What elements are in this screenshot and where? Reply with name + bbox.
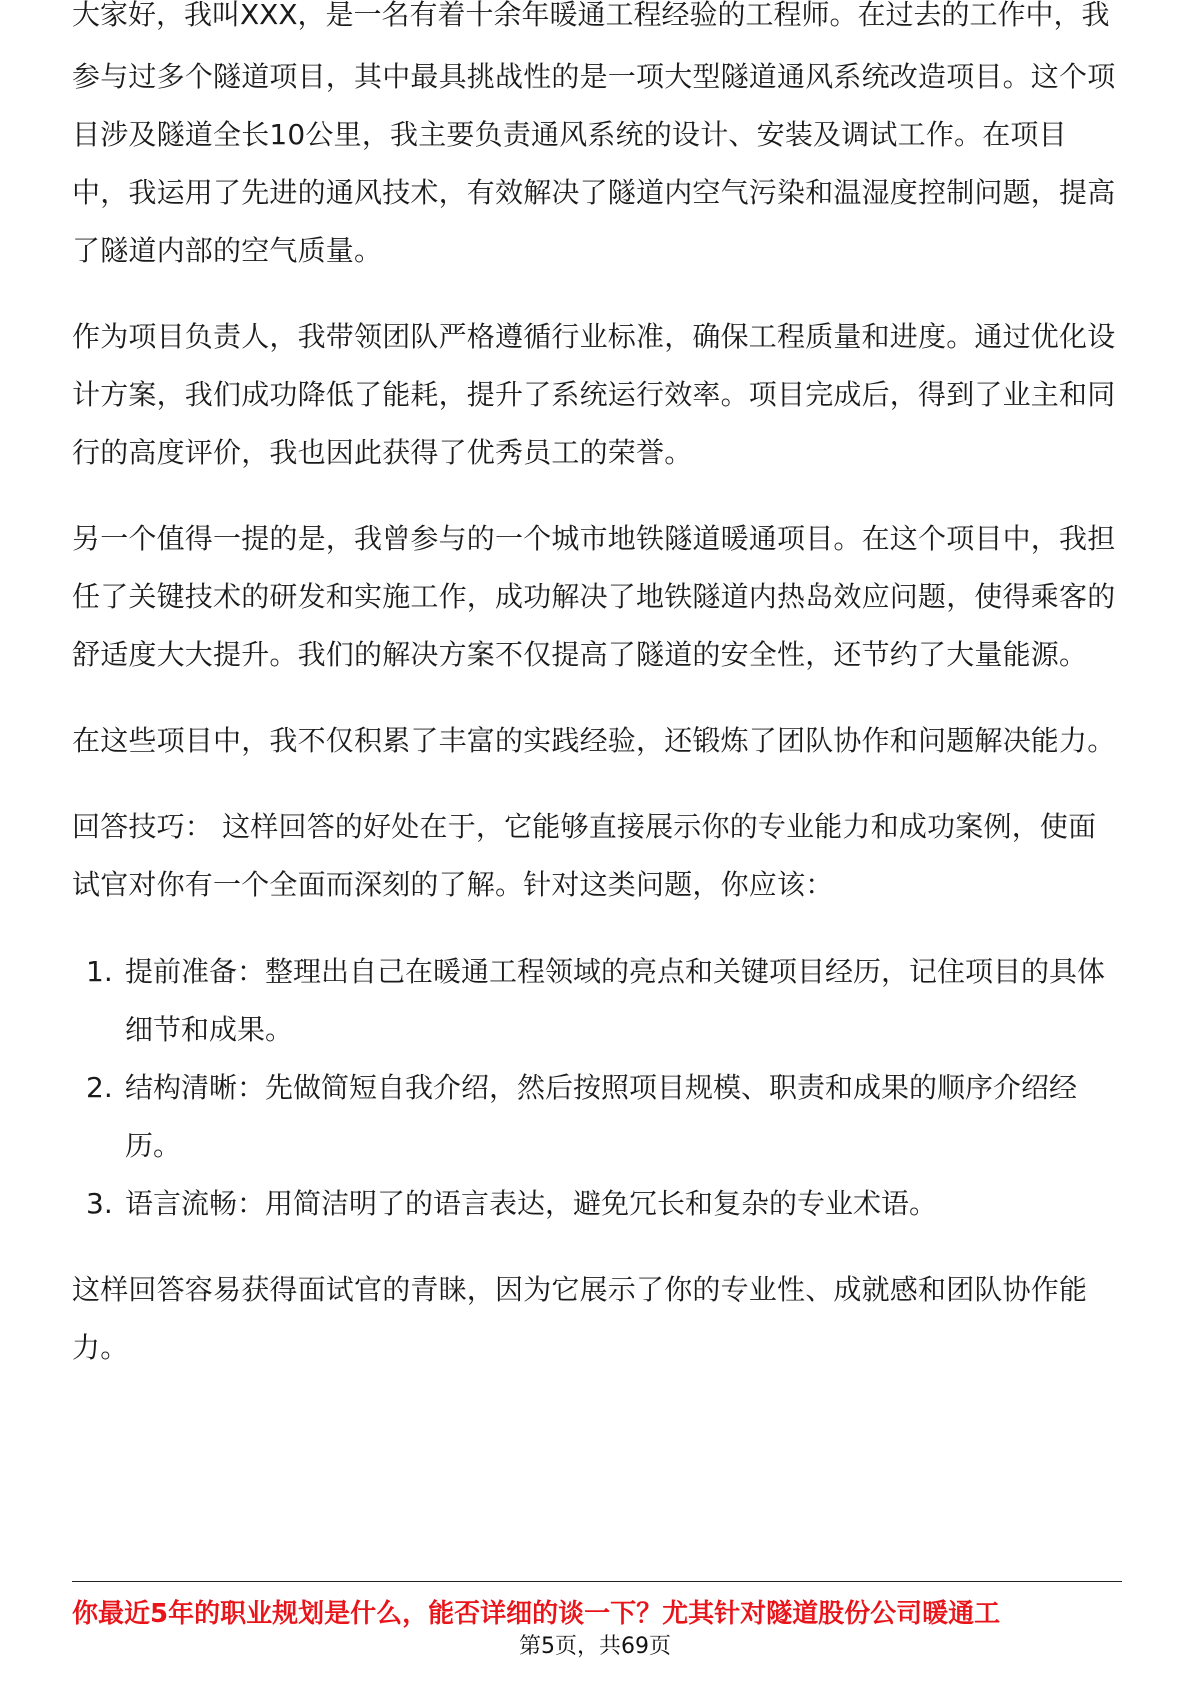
tip-item <box>72 1175 1122 1233</box>
next-question-heading: 你最近5年的职业规划是什么，能否详细的谈一下？尤其针对隧道股份公司暖通工 <box>72 1599 1001 1629</box>
clipped-first-line <box>72 0 1122 40</box>
paragraph-metro-project: 另一个值得一提的是，我曾参与的一个城市地铁隧道暖通项目。在这个项目中，我担任了关键技术的研发和实施工作，成功解决了地铁隧道内热岛效应问题，使得乘客的舒适度大大提升。我们的解决方案不仅提高了隧道的安全性，还节约了大量能源。 <box>72 522 1116 671</box>
tips-intro: 回答技巧： 这样回答的好处在于，它能够直接展示你的专业能力和成功案例，使面试官对你有一个全面而深刻的了解。针对这类问题，你应该： <box>72 810 1097 901</box>
clipped-line-text: 大家好，我叫XXX，是一名有着十余年暖通工程经验的工程师。在过去的工作中，我 <box>72 0 1110 31</box>
paragraph-tunnel-ventilation: 参与过多个隧道项目，其中最具挑战性的是一项大型隧道通风系统改造项目。这个项目涉及隧道全长10公里，我主要负责通风系统的设计、安装及调试工作。在项目中，我运用了先进的通风技术，有效解决了隧道内空气污染和温湿度控制问题，提高了隧道内部的空气质量。 <box>72 60 1116 267</box>
paragraph-summary: 在这些项目中，我不仅积累了丰富的实践经验，还锻炼了团队协作和问题解决能力。 <box>72 724 1116 757</box>
tip-item <box>72 1059 1122 1175</box>
tip-text: 结构清晰：先做简短自我介绍，然后按照项目规模、职责和成果的顺序介绍经历。 <box>125 1071 1078 1162</box>
tip-item <box>72 943 1122 1059</box>
tip-text: 语言流畅：用简洁明了的语言表达，避免冗长和复杂的专业术语。 <box>125 1187 938 1220</box>
tip-number: 1. <box>86 955 113 988</box>
page-number: 第5页，共69页 <box>519 1634 671 1659</box>
tips-list <box>72 943 1122 1233</box>
closing-paragraph: 这样回答容易获得面试官的青睐，因为它展示了你的专业性、成就感和团队协作能力。 <box>72 1273 1088 1364</box>
tip-number: 2. <box>86 1071 113 1104</box>
paragraph-project-lead: 作为项目负责人，我带领团队严格遵循行业标准，确保工程质量和进度。通过优化设计方案，我们成功降低了能耗，提升了系统运行效率。项目完成后，得到了业主和同行的高度评价，我也因此获得了优秀员工的荣誉。 <box>72 320 1116 469</box>
document-body <box>72 0 1122 1377</box>
footer-divider <box>72 1581 1122 1582</box>
tip-text: 提前准备：整理出自己在暖通工程领域的亮点和关键项目经历，记住项目的具体细节和成果。 <box>125 955 1106 1046</box>
tip-number: 3. <box>86 1187 113 1220</box>
